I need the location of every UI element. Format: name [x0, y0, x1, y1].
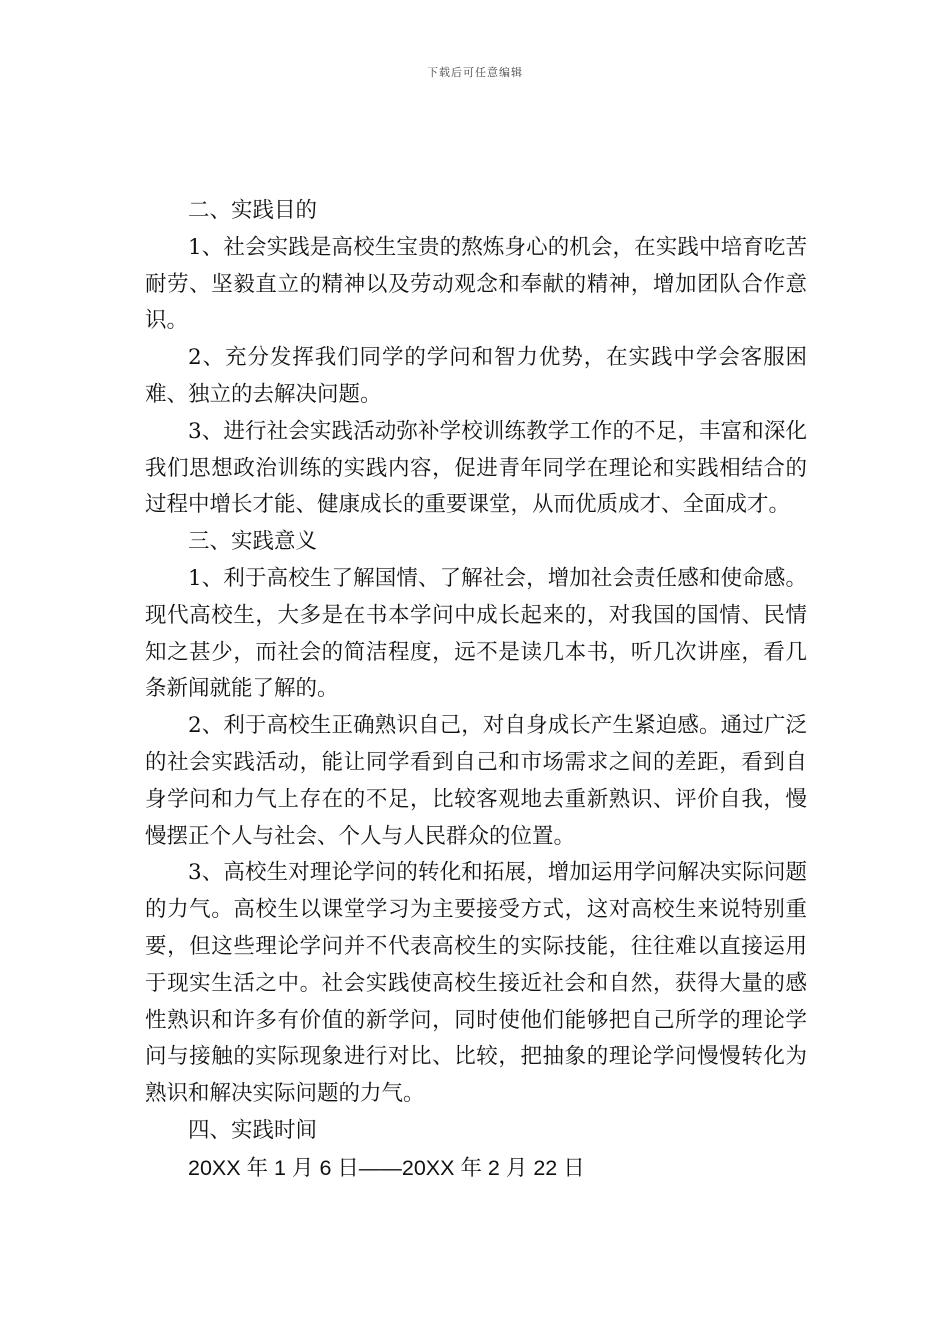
paragraph-significance-3: 3、高校生对理论学问的转化和拓展，增加运用学问解决实际问题的力气。高校生以课堂学习为主要接受方式，这对高校生来说特别重要，但这些理论学问并不代表高校生的实际技能，往往难以直接运用于现实生活之中。社会实践使高校生接近社会和自然，获得大量的感性熟识和许多有价值的新学问，同时使他们能够把自己所学的理论学问与接触的实际现象进行对比、比较，把抽象的理论学问慢慢转化为熟识和解决实际问题的力气。: [145, 860, 807, 1107]
section-heading-significance: 三、实践意义: [188, 529, 318, 555]
document-body: [145, 193, 807, 1187]
paragraph-purpose-3: 3、进行社会实践活动弥补学校训练教学工作的不足，丰富和深化我们思想政治训练的实践内容，促进青年同学在理论和实践相结合的过程中增长才能、健康成长的重要课堂，从而优质成才、全面成才。: [145, 418, 807, 518]
paragraph-purpose-2: 2、充分发挥我们同学的学问和智力优势，在实践中学会客服困难、独立的去解决问题。: [145, 345, 807, 407]
paragraph-purpose-1: 1、社会实践是高校生宝贵的熬炼身心的机会，在实践中培育吃苦耐劳、坚毅直立的精神以及劳动观念和奉献的精神，增加团队合作意识。: [145, 234, 807, 334]
practice-date-range: 20XX 年 1 月 6 日——20XX 年 2 月 22 日: [188, 1155, 585, 1180]
paragraph-significance-2: 2、利于高校生正确熟识自己，对自身成长产生紧迫感。通过广泛的社会实践活动，能让同学看到自己和市场需求之间的差距，看到自身学问和力气上存在的不足，比较客观地去重新熟识、评价自我，慢慢摆正个人与社会、个人与人民群众的位置。: [145, 713, 807, 849]
page-header-note: 下载后可任意编辑: [427, 66, 523, 79]
paragraph-significance-1: 1、利于高校生了解国情、了解社会，增加社会责任感和使命感。现代高校生，大多是在书本学问中成长起来的，对我国的国情、民情知之甚少，而社会的简洁程度，远不是读几本书，听几次讲座，看几条新闻就能了解的。: [145, 565, 807, 702]
section-heading-time: 四、实践时间: [188, 1117, 318, 1143]
section-heading-purpose: 二、实践目的: [188, 198, 318, 223]
